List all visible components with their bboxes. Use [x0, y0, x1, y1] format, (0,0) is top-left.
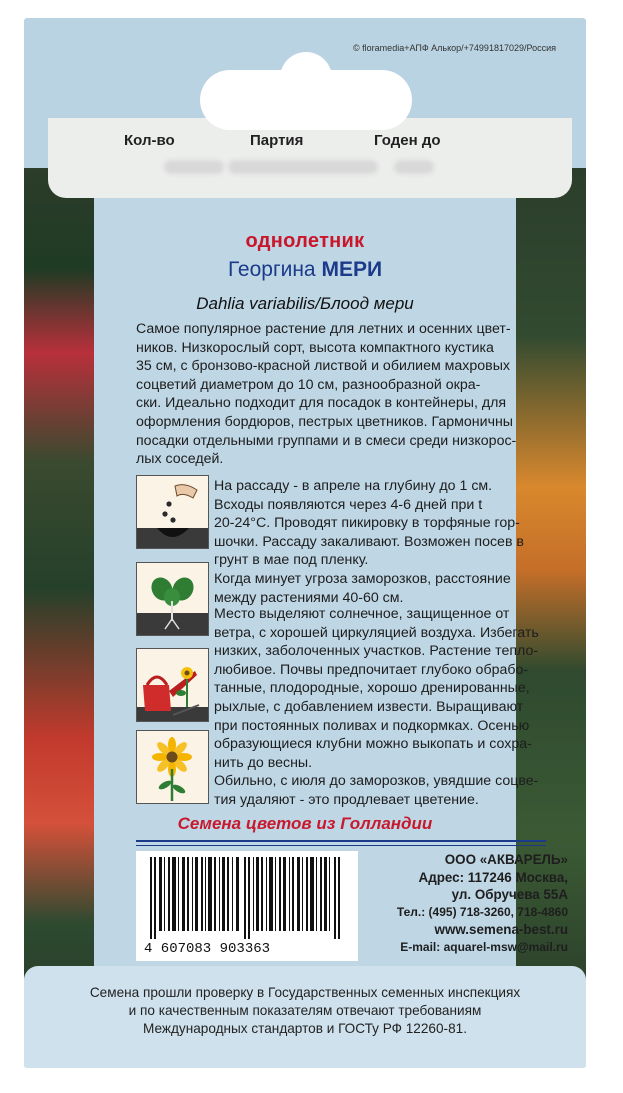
divider-bottom — [136, 845, 546, 846]
publisher-credit: © floramedia+АПФ Алькор/+74991817029/Россия — [353, 43, 556, 53]
redacted-batch — [228, 160, 378, 174]
care-text: Место выделяют солнечное, защищенное от ветра, с хорошей циркуляцией воздуха. Избегать низких, заболоченных участков. Растение тепло- любивое. Почвы предпочитает глубоко обрабо- танные, плодородные, хорошо дренированные, рыхлые, с добавлением извести. Выращивают при постоянных поливах и подкормках. Осенью — [214, 606, 539, 734]
header-band — [48, 118, 572, 198]
company-info — [360, 851, 568, 956]
company-address-1: Адрес: 117246 Москва, — [418, 869, 568, 885]
plant-name-regular: Георгина — [227, 258, 316, 281]
redacted-qty — [164, 160, 224, 174]
divider-top — [136, 840, 546, 842]
footer — [24, 966, 586, 1068]
care-text-continued: образующиеся клубни можно выкопать и сохра- нить до весны. Обильно, с июля до заморозков, увядшие соцве- тия удаляют - это продлевает цветение. — [214, 736, 539, 808]
barcode-number: 4 607083 903363 — [144, 941, 271, 957]
planting-text: Когда минует угроза заморозков, расстояние между растениями 40-60 см. — [214, 571, 511, 606]
barcode — [136, 851, 358, 961]
sowing-text: На рассаду - в апреле на глубину до 1 см. Всходы появляются через 4-6 дней при t 20-24°С. Проводят пикировку в торфяные гор- шочки. Рассаду закаливают. Возможен посев в грунт в мае под пленку. — [214, 478, 524, 569]
plant-name-bold: МЕРИ — [321, 258, 383, 281]
sowing-icon — [136, 475, 209, 549]
watering-can-icon — [136, 648, 209, 722]
company-phone: Тел.: (495) 718-3260, 718-4860 — [396, 904, 568, 919]
qty-label: Кол-во — [124, 132, 175, 149]
batch-label: Партия — [250, 132, 304, 149]
plant-category: однолетник — [245, 230, 365, 252]
company-address-2: ул. Обручева 55А — [451, 887, 568, 902]
company-website: www.semena-best.ru — [434, 922, 568, 937]
description-intro: Самое популярное растение для летних и осенних цвет- ников. Низкорослый сорт, высота компактного кустика 35 см, с бронзово-красной листвой и обилием махровых соцветий диаметром до 10 см, разнообразной окра- ски. Идеально подходит для посадок в контейнеры, для оформления бордюров, пестрых цветников. Гармоничны посадки отдельными группами и в смеси среди низкорос- лых соседей. — [136, 321, 517, 468]
company-name: ООО «АКВАРЕЛЬ» — [444, 852, 568, 867]
barcode-bars — [148, 857, 348, 939]
seed-packet — [24, 18, 586, 1068]
plant-name — [24, 258, 586, 282]
hang-hole — [200, 70, 412, 130]
certification-text: Семена прошли проверку в Государственных семенных инспекциях и по качественным показателям отвечают требованиям Международных стандартов и ГОСТу РФ 12260-81. — [89, 985, 521, 1036]
seedling-icon — [136, 562, 209, 636]
expiry-label: Годен до — [374, 132, 441, 149]
company-email: E-mail: aquarel-msw@mail.ru — [400, 939, 568, 954]
latin-name: Dahlia variabilis/Блоод мери — [196, 294, 414, 313]
redacted-expiry — [394, 160, 434, 174]
flower-icon — [136, 730, 209, 804]
tagline: Семена цветов из Голландии — [177, 814, 433, 833]
